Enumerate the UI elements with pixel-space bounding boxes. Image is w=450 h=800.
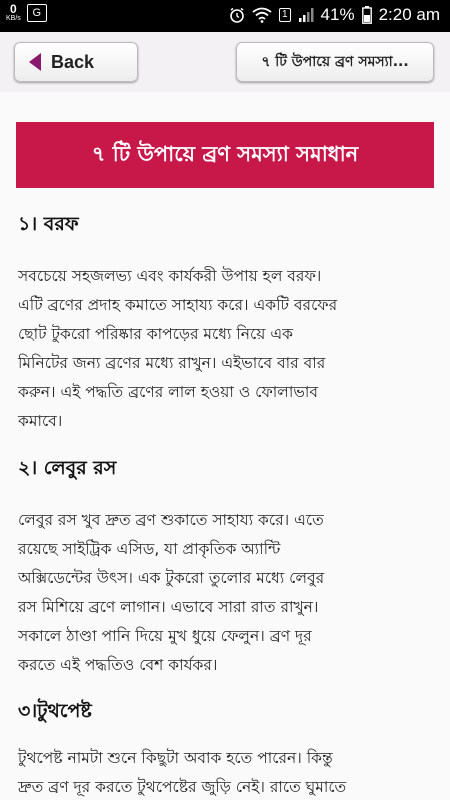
battery-icon — [362, 6, 372, 24]
section-heading: ২। লেবুর রস — [18, 457, 117, 479]
paragraph-line: রয়েছে সাইট্রিক এসিড, যা প্রাকৃতিক অ্যান্টি — [18, 540, 281, 558]
paragraph-line: ছোট টুকরো পরিষ্কার কাপড়ের মধ্যে নিয়ে এক — [18, 325, 293, 343]
section-paragraph — [18, 744, 434, 800]
clock: 2:20 am — [378, 5, 440, 24]
paragraph-line: রস মিশিয়ে ব্রণে লাগান। এভাবে সারা রাত রাখুন। — [18, 598, 319, 616]
paragraph-line: কমাবে। — [18, 412, 63, 430]
app-notification-letter: G — [32, 6, 42, 19]
paragraph-line: এটি ব্রণের প্রদাহ কমাতে সাহায্য করে। একটি বরফের — [18, 296, 338, 314]
network-speed — [6, 3, 21, 22]
back-arrow-icon — [29, 53, 41, 71]
section-heading: ১। বরফ — [18, 213, 79, 235]
network-speed-value: 0 — [10, 2, 17, 16]
section-heading: ৩।টুথপেষ্ট — [18, 700, 92, 722]
section-paragraph — [18, 506, 434, 680]
paragraph-line: টুথপেষ্ট নামটা শুনে কিছুটা অবাক হতে পারেন। কিন্তু — [18, 749, 333, 767]
toolbar — [0, 32, 450, 92]
back-button-label: Back — [51, 51, 95, 72]
article-content[interactable] — [0, 92, 450, 800]
status-bar — [0, 0, 450, 32]
alarm-icon — [229, 7, 245, 23]
network-speed-unit: KB/s — [6, 15, 21, 22]
paragraph-line: সকালে ঠাণ্ডা পানি দিয়ে মুখ ধুয়ে ফেলুন। ব্রণ দূর — [18, 627, 312, 645]
paragraph-line: লেবুর রস খুব দ্রুত ব্রণ শুকাতে সাহায্য করে। এতে — [18, 511, 324, 529]
paragraph-line: করুন। এই পদ্ধতি ব্রণের লাল হওয়া ও ফোলাভাব — [18, 383, 318, 401]
wifi-icon — [252, 7, 272, 23]
paragraph-line: দ্রুত ব্রণ দূর করতে টুথপেষ্টের জুড়ি নেই। রাতে ঘুমাতে — [18, 778, 347, 796]
battery-percent: 41% — [320, 5, 355, 24]
article-title-button[interactable]: ৭ টি উপায়ে ব্রণ সমস্যা... — [236, 42, 434, 82]
paragraph-line: মিনিটের জন্য ব্রণের মধ্যে রাখুন। এইভাবে বার বার — [18, 354, 326, 372]
paragraph-line: সবচেয়ে সহজলভ্য এবং কার্যকরী উপায় হল বরফ। — [18, 267, 322, 285]
article-banner-title: ৭ টি উপায়ে ব্রণ সমস্যা সমাধান — [16, 122, 434, 188]
app-notification-icon — [27, 4, 47, 22]
paragraph-line: করতে এই পদ্ধতিও বেশ কার্যকর। — [18, 656, 218, 674]
back-button[interactable] — [14, 42, 138, 82]
sim-slot-indicator: 1 — [279, 8, 291, 22]
section-paragraph — [18, 262, 434, 436]
signal-icon — [298, 7, 314, 23]
paragraph-line: অক্সিডেন্টের উৎস। এক টুকরো তুলোর মধ্যে লেবুর — [18, 569, 325, 587]
